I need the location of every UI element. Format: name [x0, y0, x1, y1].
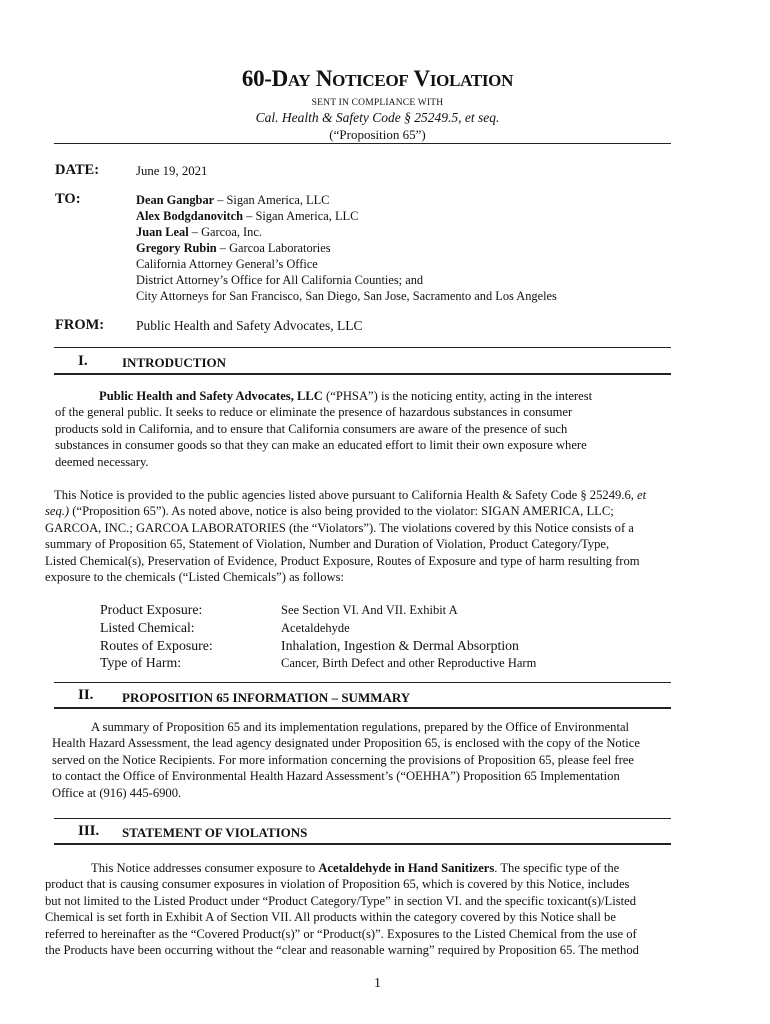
section-rule — [54, 707, 671, 709]
text-line: product that is causing consumer exposures in violation of Proposition 65, which is covered by this Notice, includes — [45, 877, 630, 892]
section-rule — [54, 373, 671, 375]
text-line: This Notice addresses consumer exposure to — [91, 861, 319, 875]
recipient-name: Gregory Rubin — [136, 241, 217, 255]
recipient-org: – Garcoa, Inc. — [188, 225, 262, 239]
intro-paragraph-1 — [55, 388, 695, 470]
recipient-org: – Sigan America, LLC — [243, 209, 359, 223]
section-number: II. — [78, 687, 94, 703]
text-line: et — [637, 488, 647, 502]
code-citation-line: Cal. Health & Safety Code § 25249.5, et seq. — [255, 110, 500, 125]
title-part: OTICEOF — [332, 71, 409, 90]
proposition-line: (“Proposition 65”) — [329, 127, 426, 142]
recipient-name: Juan Leal — [136, 225, 189, 239]
section-number: III. — [78, 823, 100, 839]
section-rule — [54, 347, 671, 348]
text-line: referred to hereinafter as the “Covered Product(s)” or “Product(s)”. Exposures to the Listed Chemical from the use of — [45, 926, 637, 941]
summary-paragraph — [52, 719, 722, 801]
fact-row — [100, 637, 536, 654]
fact-label: Routes of Exposure: — [100, 638, 213, 653]
text-line: to contact the Office of Environmental Health Hazard Assessment’s (“OEHHA”) Proposition 65 Implementation — [52, 769, 620, 784]
chemical-product: Acetaldehyde in Hand Sanitizers — [318, 861, 495, 875]
text-line: deemed necessary. — [55, 454, 149, 469]
text-line: substances in consumer goods so that they can make an educated effort to limit their own exposure where — [55, 438, 587, 453]
recipient-list — [136, 192, 557, 304]
title-part: AY — [287, 71, 311, 90]
intro-paragraph-2 — [45, 487, 715, 585]
recipient-org: District Attorney’s Office for All California Counties; and — [136, 273, 424, 287]
date-label: DATE: — [55, 162, 100, 178]
recipient-item — [136, 288, 557, 304]
recipient-org: City Attorneys for San Francisco, San Diego, San Jose, Sacramento and Los Angeles — [136, 289, 557, 303]
text-line: summary of Proposition 65, Statement of Violation, Number and Duration of Violation, Product Category/Type, — [45, 537, 610, 552]
document-title — [0, 66, 755, 92]
text-line: products sold in California, and to ensure that California consumers are aware of the presence of such — [55, 421, 568, 436]
from-label: FROM: — [55, 317, 105, 333]
recipient-name: Alex Bodgdanovitch — [136, 209, 244, 223]
text-line: (“Proposition 65”). As noted above, notice is also being provided to the violator: SIGAN AMERICA, LLC; — [69, 504, 614, 519]
recipient-item — [136, 256, 557, 272]
fact-value: Inhalation, Ingestion & Dermal Absorption — [281, 638, 519, 653]
title-part: IOLATION — [429, 71, 514, 90]
title-part: N — [310, 66, 333, 91]
text-line: but not limited to the Listed Product under “Product Category/Type” in section VI. and the specific toxicant(s)/Listed — [45, 893, 637, 908]
text-line: Listed Chemical(s), Preservation of Evidence, Product Exposure, Routes of Exposure and type of harm resulting from — [45, 553, 640, 568]
text-line: seq.) — [45, 504, 70, 519]
sent-in-compliance-line: SENT IN COMPLIANCE WITH — [311, 98, 444, 108]
text-line: exposure to the chemicals (“Listed Chemicals”) as follows: — [45, 570, 345, 585]
section-rule — [54, 843, 671, 845]
fact-label: Listed Chemical: — [100, 620, 195, 635]
text-line: Office at (916) 445-6900. — [52, 785, 182, 800]
recipient-item — [136, 240, 557, 256]
entity-name: Public Health and Safety Advocates, LLC — [99, 389, 323, 403]
recipient-org: – Sigan America, LLC — [214, 193, 330, 207]
section-title: STATEMENT OF VIOLATIONS — [122, 825, 308, 840]
section-title: INTRODUCTION — [122, 355, 227, 370]
text-line: Chemical is set forth in Exhibit A of Section VII. All products within the category covered by this Notice shall be — [45, 910, 616, 925]
page-number: 1 — [374, 976, 381, 991]
text-line: GARCOA, INC.; GARCOA LABORATORIES (the “Violators”). The violations covered by this Notice consists of a — [45, 520, 634, 535]
fact-row — [100, 654, 536, 672]
recipient-org: – Garcoa Laboratories — [216, 241, 331, 255]
text-line: the Products have been occurring without the “clear and reasonable warning” required by Proposition 65. The method — [45, 943, 639, 958]
fact-value: Acetaldehyde — [281, 621, 350, 635]
violations-paragraph — [45, 860, 725, 958]
text-line: A summary of Proposition 65 and its implementation regulations, prepared by the Office of Environmental — [91, 720, 630, 734]
recipient-name: Dean Gangbar — [136, 193, 215, 207]
section-rule — [54, 682, 671, 683]
recipient-item — [136, 208, 557, 224]
section-number: I. — [78, 353, 88, 369]
fact-row — [100, 601, 536, 619]
fact-value: Cancer, Birth Defect and other Reproductive Harm — [281, 656, 537, 670]
text-line: Health Hazard Assessment, the lead agency designated under Proposition 65, is enclosed with the copy of the Notice — [52, 736, 640, 751]
date-value: June 19, 2021 — [136, 164, 208, 178]
to-label: TO: — [55, 191, 81, 207]
recipient-item — [136, 224, 557, 240]
recipient-org: California Attorney General’s Office — [136, 257, 318, 271]
title-part: V — [408, 66, 430, 91]
text-line: (“PHSA”) is the noticing entity, acting in the interest — [322, 389, 593, 403]
fact-label: Type of Harm: — [100, 655, 182, 670]
text-line: This Notice is provided to the public agencies listed above pursuant to California Health & Safety Code § 25249.6, — [54, 488, 638, 502]
section-rule — [54, 818, 671, 819]
exposure-facts — [100, 601, 536, 672]
fact-row — [100, 619, 536, 637]
header-rule — [54, 143, 671, 144]
recipient-item — [136, 272, 557, 288]
from-value: Public Health and Safety Advocates, LLC — [136, 318, 363, 333]
fact-value: See Section VI. And VII. Exhibit A — [281, 603, 458, 617]
text-line: of the general public. It seeks to reduce or eliminate the presence of hazardous substances in consumer — [55, 405, 573, 420]
fact-label: Product Exposure: — [100, 602, 203, 617]
recipient-item — [136, 192, 557, 208]
section-title: PROPOSITION 65 INFORMATION – SUMMARY — [122, 690, 411, 705]
text-line: served on the Notice Recipients. For more information concerning the provisions of Proposition 65, please feel free — [52, 752, 634, 767]
title-part: 60-D — [241, 66, 288, 91]
text-line: . The specific type of the — [494, 861, 620, 875]
